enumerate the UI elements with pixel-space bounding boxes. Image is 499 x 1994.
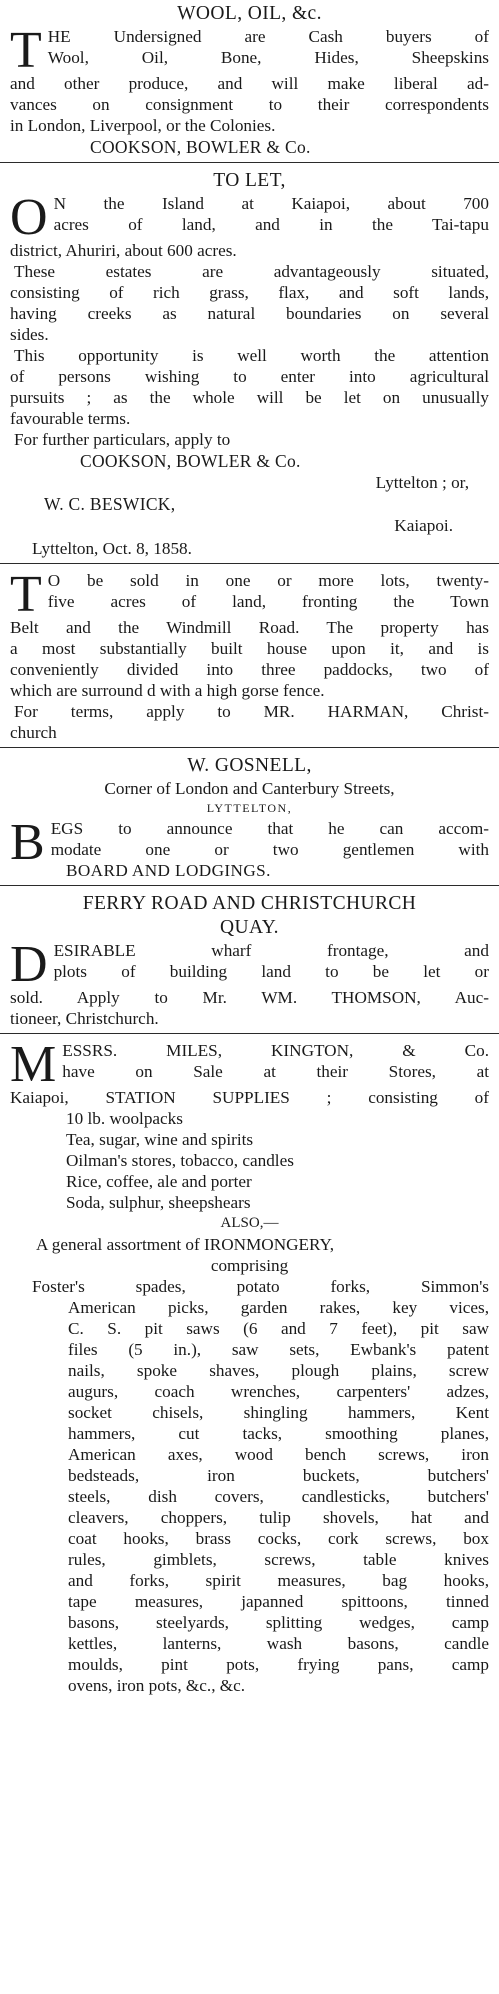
- ad-text-line: vances on consignment to their correspondents: [10, 95, 489, 114]
- ad-town: LYTTELTON,: [206, 801, 293, 815]
- ad-text-line: Belt and the Windmill Road. The property has: [10, 618, 489, 637]
- column-rule: [0, 747, 499, 748]
- ironmongery-list: [10, 1297, 489, 1696]
- ad-signature: W. C. BESWICK,: [44, 494, 176, 514]
- drop-cap: B: [10, 814, 45, 871]
- ad-text-line: ESIRABLE wharf frontage, and: [53, 941, 489, 960]
- ironmongery-line: C. S. pit saws (6 and 7 feet), pit saw: [68, 1319, 489, 1338]
- ironmongery-line: American axes, wood bench screws, iron: [68, 1445, 489, 1464]
- ad-gosnell: [0, 754, 499, 881]
- supply-item: Oilman's stores, tobacco, candles: [66, 1151, 294, 1170]
- ironmongery-line: cleavers, choppers, tulip shovels, hat and: [68, 1508, 489, 1527]
- ad-heading: WOOL, OIL, &c.: [177, 3, 322, 24]
- drop-cap: T: [10, 566, 42, 623]
- column-rule: [0, 885, 499, 886]
- ad-to-let: [0, 169, 499, 559]
- ad-text-line: church: [10, 723, 57, 742]
- ad-text-line: O be sold in one or more lots, twenty-: [47, 571, 489, 590]
- ironmongery-line: and forks, spirit measures, bag hooks,: [68, 1571, 489, 1590]
- ad-text-line: These estates are advantageously situated,: [14, 262, 489, 281]
- ad-text-line: consisting of rich grass, flax, and soft lands,: [10, 283, 489, 302]
- ironmongery-line: socket chisels, shingling hammers, Kent: [68, 1403, 489, 1422]
- ad-text-line: sides.: [10, 325, 49, 344]
- ad-text-line: a most substantially built house upon it, and is: [10, 639, 489, 658]
- ironmongery-line: steels, dish covers, candlesticks, butchers': [68, 1487, 489, 1506]
- ad-text-line: ESSRS. MILES, KINGTON, & Co.: [62, 1041, 489, 1060]
- ad-heading: TO LET,: [213, 170, 286, 191]
- ad-text-line: pursuits ; as the whole will be let on unusually: [10, 388, 489, 407]
- column-rule: [0, 162, 499, 163]
- ad-heading: QUAY.: [220, 917, 279, 938]
- ironmongery-line: moulds, pint pots, frying pans, camp: [68, 1655, 489, 1674]
- column-rule: [0, 1033, 499, 1034]
- ad-signature-place: Kaiapoi.: [394, 516, 453, 535]
- ironmongery-line: tape measures, japanned spittoons, tinned: [68, 1592, 489, 1611]
- ad-text-line: conveniently divided into three paddocks, two of: [10, 660, 489, 679]
- ironmongery-line: hammers, cut tacks, smoothing planes,: [68, 1424, 489, 1443]
- ad-also: ALSO,—: [220, 1215, 279, 1231]
- ad-text-line: of persons wishing to enter into agricultural: [10, 367, 489, 386]
- drop-cap: T: [10, 22, 42, 79]
- supply-item: Soda, sulphur, sheepshears: [66, 1193, 251, 1212]
- drop-cap: O: [10, 189, 48, 246]
- supply-item: 10 lb. woolpacks: [66, 1109, 183, 1128]
- ad-miles-kington: [0, 1036, 499, 1696]
- ad-text-line: Wool, Oil, Bone, Hides, Sheepskins: [47, 48, 489, 67]
- ironmongery-line: files (5 in.), saw sets, Ewbank's patent: [68, 1340, 489, 1359]
- supply-item: Rice, coffee, ale and porter: [66, 1172, 252, 1191]
- ad-text-line: acres of land, and in the Tai-tapu: [53, 215, 489, 234]
- ironmongery-line: nails, spoke shaves, plough plains, screw: [68, 1361, 489, 1380]
- ironmongery-line: Foster's spades, potato forks, Simmon's: [32, 1277, 489, 1296]
- ad-dateline: Lyttelton, Oct. 8, 1858.: [32, 539, 192, 558]
- drop-cap: D: [10, 936, 48, 993]
- ad-text-line: which are surround d with a high gorse fence.: [10, 681, 325, 700]
- ad-signature: COOKSON, BOWLER & Co.: [80, 451, 301, 471]
- ironmongery-line: American picks, garden rakes, key vices,: [68, 1298, 489, 1317]
- ad-address: Corner of London and Canterbury Streets,: [104, 779, 395, 798]
- ironmongery-line: kettles, lanterns, wash basons, candle: [68, 1634, 489, 1653]
- ironmongery-line: coat hooks, brass cocks, cork screws, box: [68, 1529, 489, 1548]
- ad-heading: FERRY ROAD AND CHRISTCHURCH: [82, 893, 417, 914]
- ad-text-line: have on Sale at their Stores, at: [62, 1062, 489, 1081]
- ironmongery-line: rules, gimblets, screws, table knives: [68, 1550, 489, 1569]
- ironmongery-line: bedsteads, iron buckets, butchers': [68, 1466, 489, 1485]
- ad-heading: W. GOSNELL,: [187, 755, 312, 776]
- ad-text-line: having creeks as natural boundaries on several: [10, 304, 489, 323]
- ad-text-line: N the Island at Kaiapoi, about 700: [53, 194, 489, 213]
- ad-text-line: plots of building land to be let or: [53, 962, 489, 981]
- ironmongery-line: basons, steelyards, splitting wedges, camp: [68, 1613, 489, 1632]
- ad-text-line: For further particulars, apply to: [14, 430, 231, 449]
- ad-text-line: favourable terms.: [10, 409, 131, 428]
- ironmongery-line: ovens, iron pots, &c., &c.: [68, 1676, 246, 1695]
- ad-text-line: Kaiapoi, STATION SUPPLIES ; consisting of: [10, 1088, 489, 1107]
- ad-text-line: in London, Liverpool, or the Colonies.: [10, 116, 276, 135]
- ad-text-line: sold. Apply to Mr. WM. THOMSON, Auc-: [10, 988, 489, 1007]
- ironmongery-line: augurs, coach wrenches, carpenters' adzes,: [68, 1382, 489, 1401]
- ad-text-line: This opportunity is well worth the attention: [14, 346, 489, 365]
- ad-ferry-road: [0, 892, 499, 1029]
- ad-text-line: tioneer, Christchurch.: [10, 1009, 159, 1028]
- ad-land-sale: [0, 566, 499, 743]
- ad-text-line: five acres of land, fronting the Town: [47, 592, 489, 611]
- ad-signature-place: Lyttelton ; or,: [375, 473, 469, 492]
- drop-cap: M: [10, 1036, 57, 1093]
- ad-text-line: comprising: [210, 1256, 289, 1275]
- ad-text-line: HE Undersigned are Cash buyers of: [47, 27, 489, 46]
- ad-text-line: modate one or two gentlemen with: [50, 840, 489, 859]
- column-rule: [0, 563, 499, 564]
- ad-text-line: district, Ahuriri, about 600 acres.: [10, 241, 237, 260]
- ad-signature: COOKSON, BOWLER & Co.: [90, 137, 311, 157]
- ad-wool-oil: [0, 0, 499, 158]
- ad-text-line: For terms, apply to MR. HARMAN, Christ-: [14, 702, 489, 721]
- supply-item: Tea, sugar, wine and spirits: [66, 1130, 254, 1149]
- ad-text-line: and other produce, and will make liberal ad-: [10, 74, 489, 93]
- ad-text-line: BOARD AND LODGINGS.: [66, 861, 271, 880]
- ad-text-line: EGS to announce that he can accom-: [50, 819, 489, 838]
- ad-text-line: A general assortment of IRONMONGERY,: [36, 1235, 335, 1254]
